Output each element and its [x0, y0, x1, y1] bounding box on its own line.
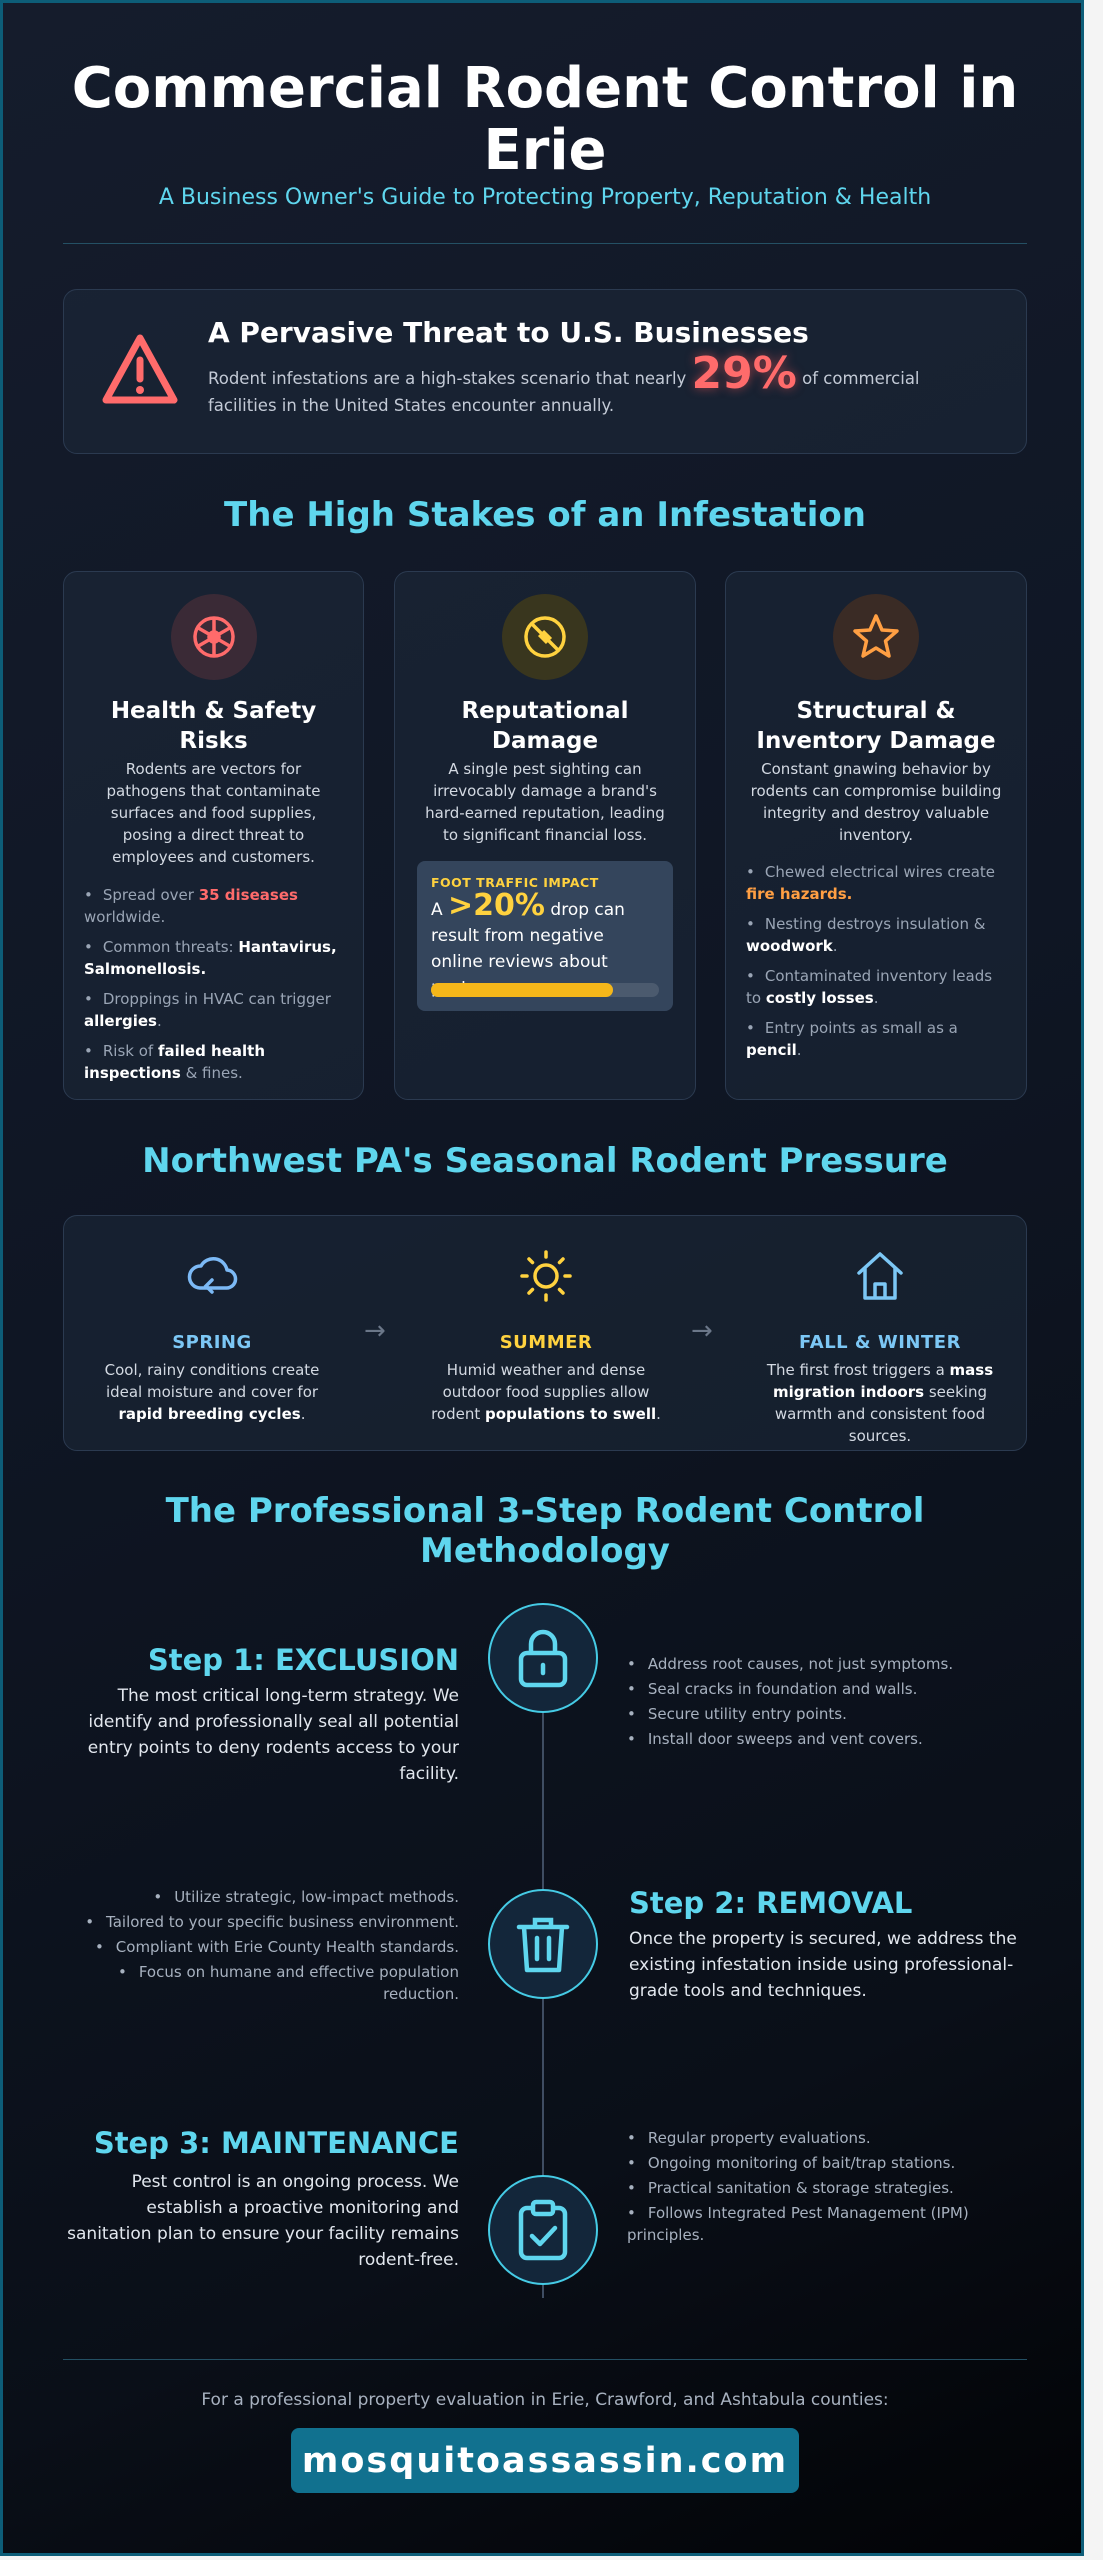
bullet-text: Entry points as small as a [764, 1019, 958, 1037]
bullet-em: 35 diseases [198, 886, 298, 904]
season-text [426, 1359, 666, 1425]
seasons-card [63, 1215, 1027, 1451]
step2-title: Step 2: REMOVAL [629, 1886, 913, 1920]
bullet-text: Spread over [102, 886, 194, 904]
list-item: • Compliant with Erie County Health standards. [63, 1936, 459, 1958]
list-item: • Secure utility entry points. [627, 1703, 1027, 1725]
method-heading: The Professional 3-Step Rodent Control Methodology [165, 1491, 925, 1571]
list-item [84, 1040, 345, 1084]
star-icon [850, 611, 902, 663]
step3-text: Pest control is an ongoing process. We establish a proactive monitoring and sanitation plan to ensure your facility remains rodent-free. [67, 2172, 459, 2270]
trash-icon [514, 1913, 572, 1975]
structural-title: Structural & Inventory Damage [756, 698, 996, 754]
impact-pre: A [431, 900, 443, 920]
season-summer [426, 1246, 666, 1425]
bullet-text: . [873, 989, 879, 1007]
sun-icon [516, 1246, 576, 1306]
list-item [84, 988, 345, 1032]
impact-bar-fill [431, 983, 613, 997]
season-spring [92, 1246, 332, 1425]
threat-text-before: Rodent infestations are a high-stakes scenario that nearly [208, 369, 687, 388]
bullet-text: Contaminated inventory leads to [746, 967, 993, 1007]
step1-circle [488, 1603, 598, 1713]
lock-icon [514, 1627, 572, 1689]
reputation-icon-wrap [502, 594, 588, 680]
threat-text [208, 348, 988, 419]
threat-title: A Pervasive Threat to U.S. Businesses [208, 316, 809, 349]
season-text-pre: Cool, rainy conditions create ideal moisture and cover for [104, 1361, 320, 1401]
impact-stat: >20% [448, 888, 545, 923]
bullet-em: Hantavirus, Salmonellosis. [84, 938, 337, 978]
reputation-title: Reputational Damage [461, 698, 629, 754]
health-list [84, 884, 345, 1092]
website-cta-button[interactable]: mosquitoassassin.com [291, 2428, 799, 2493]
list-item: • Ongoing monitoring of bait/trap stations. [627, 2152, 1027, 2174]
seasons-heading: Northwest PA's Seasonal Rodent Pressure [142, 1141, 948, 1181]
cloud-rain-icon [182, 1246, 242, 1306]
bullet-em: fire hazards. [746, 885, 853, 903]
page-subtitle: A Business Owner's Guide to Protecting Property, Reputation & Health [158, 185, 932, 210]
biohazard-icon [189, 612, 239, 662]
season-text-post: . [300, 1405, 306, 1423]
step3-list [627, 2127, 1027, 2249]
health-title: Health & Safety Risks [110, 698, 317, 754]
structural-list [746, 861, 1008, 1069]
stakes-heading: The High Stakes of an Infestation [224, 495, 866, 535]
bullet-text: Nesting destroys insulation & [764, 915, 986, 933]
step2-text: Once the property is secured, we address the existing infestation inside using professional-grade tools and techniques. [629, 1929, 1017, 2001]
impact-post: drop can result from negative online reviews about [431, 900, 625, 972]
threat-card [63, 289, 1027, 454]
bullet-em: allergies [84, 1012, 157, 1030]
house-icon [850, 1246, 910, 1306]
season-text-em: mass migration indoors [773, 1361, 994, 1401]
list-item: • Regular property evaluations. [627, 2127, 1027, 2149]
reputation-text: A single pest sighting can irrevocably damage a brand's hard-earned reputation, leading to significant financial loss. [425, 760, 665, 844]
health-text: Rodents are vectors for pathogens that contaminate surfaces and food supplies, posing a direct threat to employees and customers. [106, 760, 321, 866]
threat-text-after: of commercial facilities in the United States encounter annually. [208, 369, 920, 415]
step1-title: Step 1: EXCLUSION [147, 1643, 459, 1677]
bullet-em: pencil [746, 1041, 797, 1059]
divider [63, 2359, 1027, 2360]
bullet-text: . [796, 1041, 802, 1059]
bullet-em: costly losses [765, 989, 874, 1007]
list-item [84, 936, 345, 980]
health-icon-wrap [171, 594, 257, 680]
season-name: SPRING [172, 1332, 252, 1353]
page-title: Commercial Rodent Control in Erie [71, 56, 1019, 183]
bullet-text: . [832, 937, 838, 955]
bullet-em: failed health inspections [84, 1042, 265, 1082]
reputation-card [394, 571, 696, 1100]
impact-bar-track [431, 983, 659, 997]
season-text-post: . [656, 1405, 661, 1423]
step2-list [63, 1886, 459, 2008]
bullet-text: Risk of [102, 1042, 154, 1060]
no-sign-icon [520, 612, 570, 662]
season-text-em: populations to swell [485, 1405, 657, 1423]
impact-label: FOOT TRAFFIC IMPACT [431, 875, 599, 890]
list-item: • Tailored to your specific business environment. [63, 1911, 459, 1933]
season-text-pre: The first frost triggers a [766, 1361, 945, 1379]
divider [63, 243, 1027, 244]
season-text [760, 1359, 1000, 1447]
structural-text: Constant gnawing behavior by rodents can compromise building integrity and destroy valuable inventory. [750, 760, 1002, 844]
list-item: • Follows Integrated Pest Management (IPM) principles. [627, 2202, 1027, 2246]
season-text-post: seeking warmth and consistent food sources. [774, 1383, 987, 1445]
bullet-text: & fines. [185, 1064, 243, 1082]
list-item: • Seal cracks in foundation and walls. [627, 1678, 1027, 1700]
step2-circle [488, 1889, 598, 1999]
footer-text: For a professional property evaluation in Erie, Crawford, and Ashtabula counties: [201, 2390, 889, 2410]
list-item [746, 1017, 1008, 1061]
bullet-em: woodwork [746, 937, 833, 955]
step3-title: Step 3: MAINTENANCE [93, 2126, 459, 2160]
structural-icon-wrap [833, 594, 919, 680]
season-text-pre: Humid weather and dense outdoor food supplies allow rodent [431, 1361, 650, 1423]
step1-text: The most critical long-term strategy. We identify and professionally seal all potential entry points to deny rodents access to your facility. [87, 1686, 459, 1784]
impact-box [417, 861, 673, 1011]
bullet-text: Droppings in HVAC can trigger [102, 990, 331, 1008]
health-card [63, 571, 364, 1100]
list-item: • Focus on humane and effective population reduction. [63, 1961, 459, 2005]
season-text [92, 1359, 332, 1425]
bullet-text: . [156, 1012, 162, 1030]
list-item [746, 965, 1008, 1009]
season-name: FALL & WINTER [799, 1332, 961, 1353]
structural-card [725, 571, 1027, 1100]
list-item: • Install door sweeps and vent covers. [627, 1728, 1027, 1750]
season-text-em: rapid breeding cycles [118, 1405, 301, 1423]
bullet-text: Chewed electrical wires create [764, 863, 996, 881]
bullet-text: Common threats: [102, 938, 234, 956]
threat-stat: 29% [691, 348, 797, 399]
list-item: • Address root causes, not just symptoms. [627, 1653, 1027, 1675]
clipboard-check-icon [514, 2198, 572, 2262]
bullet-text: worldwide. [84, 908, 166, 926]
arrow-icon: → [691, 1316, 713, 1346]
season-fall-winter [760, 1246, 1000, 1447]
list-item [746, 861, 1008, 905]
list-item: • Practical sanitation & storage strategies. [627, 2177, 1027, 2199]
arrow-icon: → [364, 1316, 386, 1346]
warning-triangle-icon [100, 332, 180, 408]
list-item [746, 913, 1008, 957]
step1-list [627, 1653, 1027, 1753]
season-name: SUMMER [499, 1332, 593, 1353]
step3-circle [488, 2175, 598, 2285]
list-item [84, 884, 345, 928]
list-item: • Utilize strategic, low-impact methods. [63, 1886, 459, 1908]
